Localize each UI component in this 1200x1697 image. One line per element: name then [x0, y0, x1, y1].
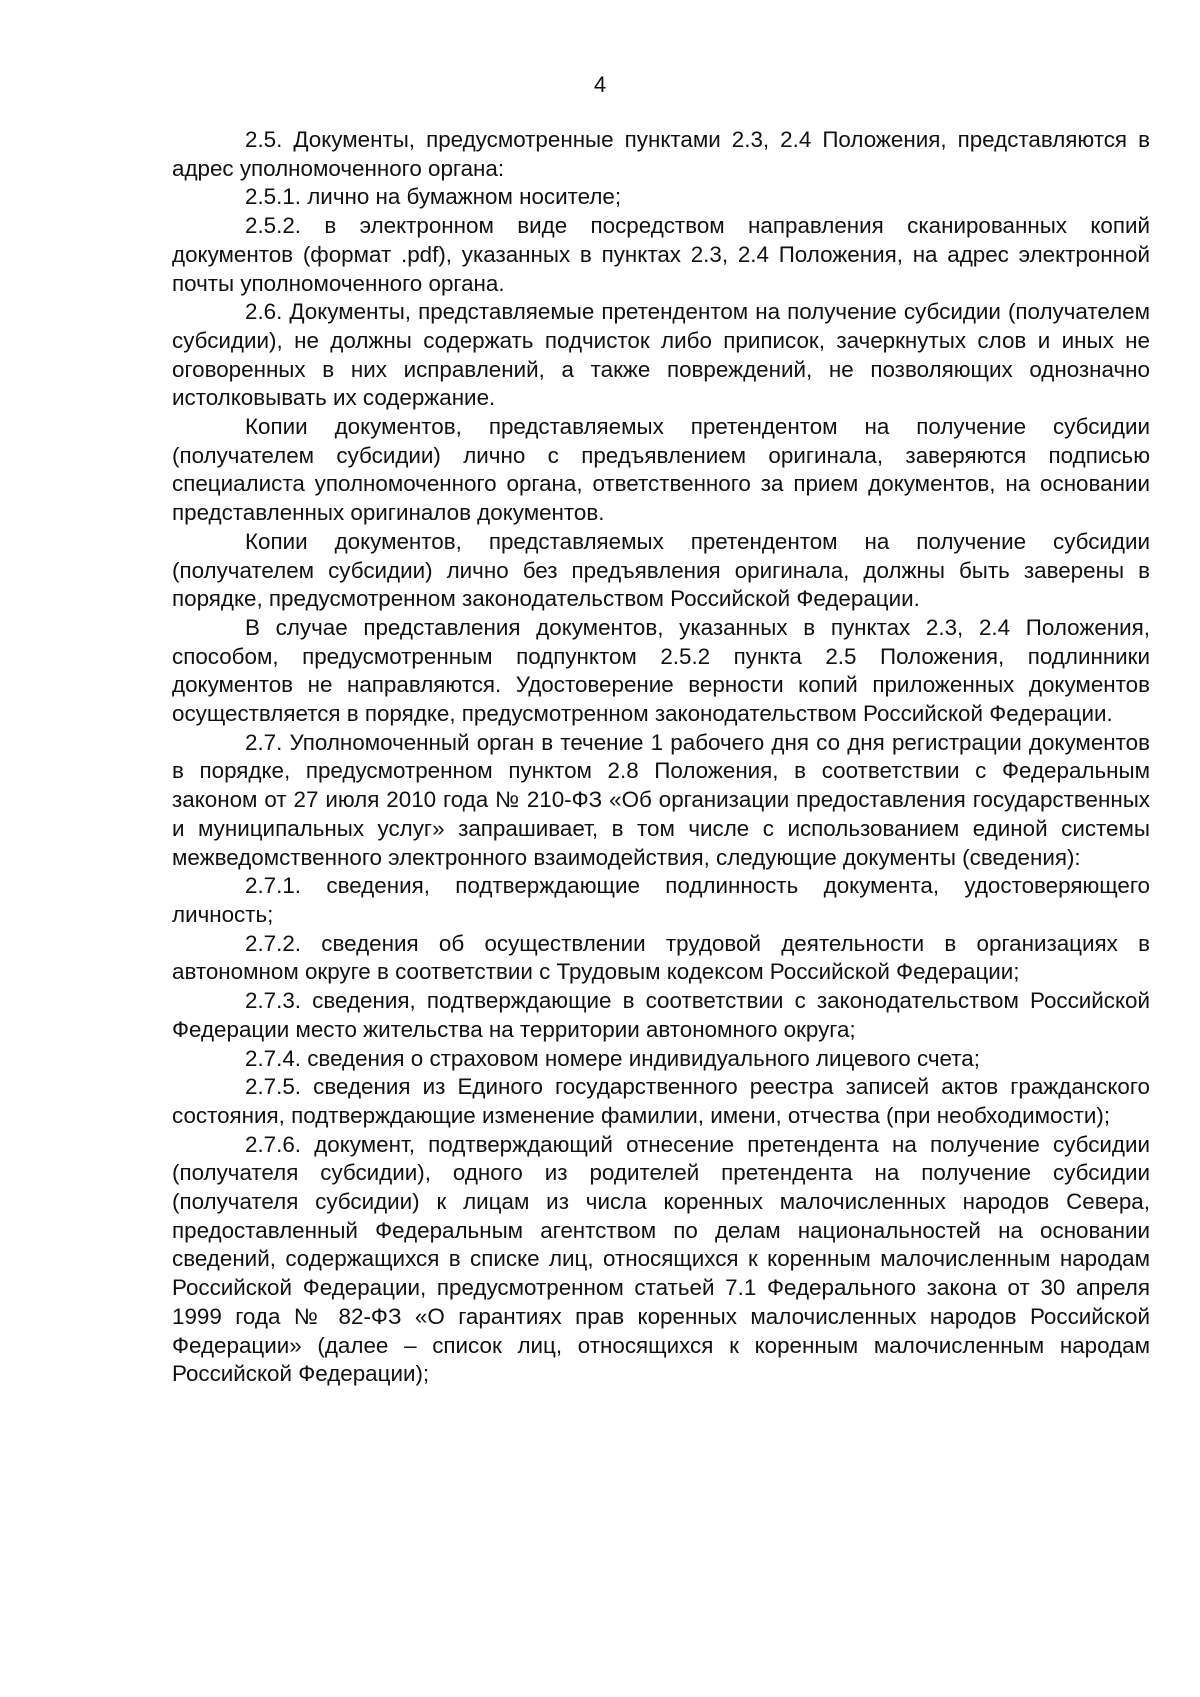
document-body [172, 126, 1150, 1389]
paragraph-electronic-submission: В случае представления документов, указанных в пунктах 2.3, 2.4 Положения, способом, предусмотренным подпунктом 2.5.2 пункта 2.5 Положения, подлинники документов не направляются. Удостоверение верности копий приложенных документов осуществляется в порядке, предусмотренном законодательством Российской Федерации. [172, 614, 1150, 727]
paragraph-2-5: 2.5. Документы, предусмотренные пунктами 2.3, 2.4 Положения, представляются в адрес уполномоченного органа: [172, 127, 1150, 181]
paragraph-2-6: 2.6. Документы, представляемые претендентом на получение субсидии (получателем субсидии), не должны содержать подчисток либо приписок, зачеркнутых слов и иных не оговоренных в них исправлений, а также повреждений, не позволяющих однозначно истолковывать их содержание. [172, 299, 1150, 411]
paragraph-2-7-4: 2.7.4. сведения о страховом номере индивидуального лицевого счета; [245, 1045, 980, 1071]
page-number: 4 [593, 72, 607, 97]
paragraph-2-5-1: 2.5.1. лично на бумажном носителе; [245, 184, 622, 210]
paragraph-copies-without-original: Копии документов, представляемых претендентом на получение субсидии (получателем субсидии) лично без предъявления оригинала, должны быть заверены в порядке, предусмотренном законодательством Российской Федерации. [172, 528, 1150, 612]
paragraph-2-7: 2.7. Уполномоченный орган в течение 1 рабочего дня со дня регистрации документов в порядке, предусмотренном пунктом 2.8 Положения, в соответствии с Федеральным законом от 27 июля 2010 года № 210-ФЗ «Об организации предоставления государственных и муниципальных услуг» запрашивает, в том числе с использованием единой системы межведомственного электронного взаимодействия, следующие документы (сведения): [172, 729, 1150, 870]
paragraph-copies-with-original: Копии документов, представляемых претендентом на получение субсидии (получателем субсидии) лично с предъявлением оригинала, заверяются подписью специалиста уполномоченного органа, ответственного за прием документов, на основании представленных оригиналов документов. [172, 414, 1150, 526]
paragraph-2-7-1: 2.7.1. сведения, подтверждающие подлинность документа, удостоверяющего личность; [172, 873, 1150, 927]
paragraph-2-5-2: 2.5.2. в электронном виде посредством направления сканированных копий документов (формат .pdf), указанных в пунктах 2.3, 2.4 Положения, на адрес электронной почты уполномоченного органа. [172, 213, 1150, 296]
paragraph-2-7-6: 2.7.6. документ, подтверждающий отнесение претендента на получение субсидии (получателя субсидии), одного из родителей претендента на получение субсидии (получателя субсидии) к лицам из числа коренных малочисленных народов Севера, предоставленный Федеральным агентством по делам национальностей на основании сведений, содержащихся в списке лиц, относящихся к коренным малочисленным народам Российской Федерации, предусмотренном статьей 7.1 Федерального закона от 30 апреля 1999 года № 82-ФЗ «О гарантиях прав коренных малочисленных народов Российской Федерации» (далее – список лиц, относящихся к коренным малочисленным народам Российской Федерации); [172, 1131, 1150, 1387]
paragraph-2-7-2: 2.7.2. сведения об осуществлении трудовой деятельности в организациях в автономном округе в соответствии с Трудовым кодексом Российской Федерации; [172, 930, 1150, 985]
paragraph-2-7-5: 2.7.5. сведения из Единого государственного реестра записей актов гражданского состояния, подтверждающие изменение фамилии, имени, отчества (при необходимости); [172, 1074, 1150, 1128]
paragraph-2-7-3: 2.7.3. сведения, подтверждающие в соответствии с законодательством Российской Федерации место жительства на территории автономного округа; [172, 988, 1150, 1042]
